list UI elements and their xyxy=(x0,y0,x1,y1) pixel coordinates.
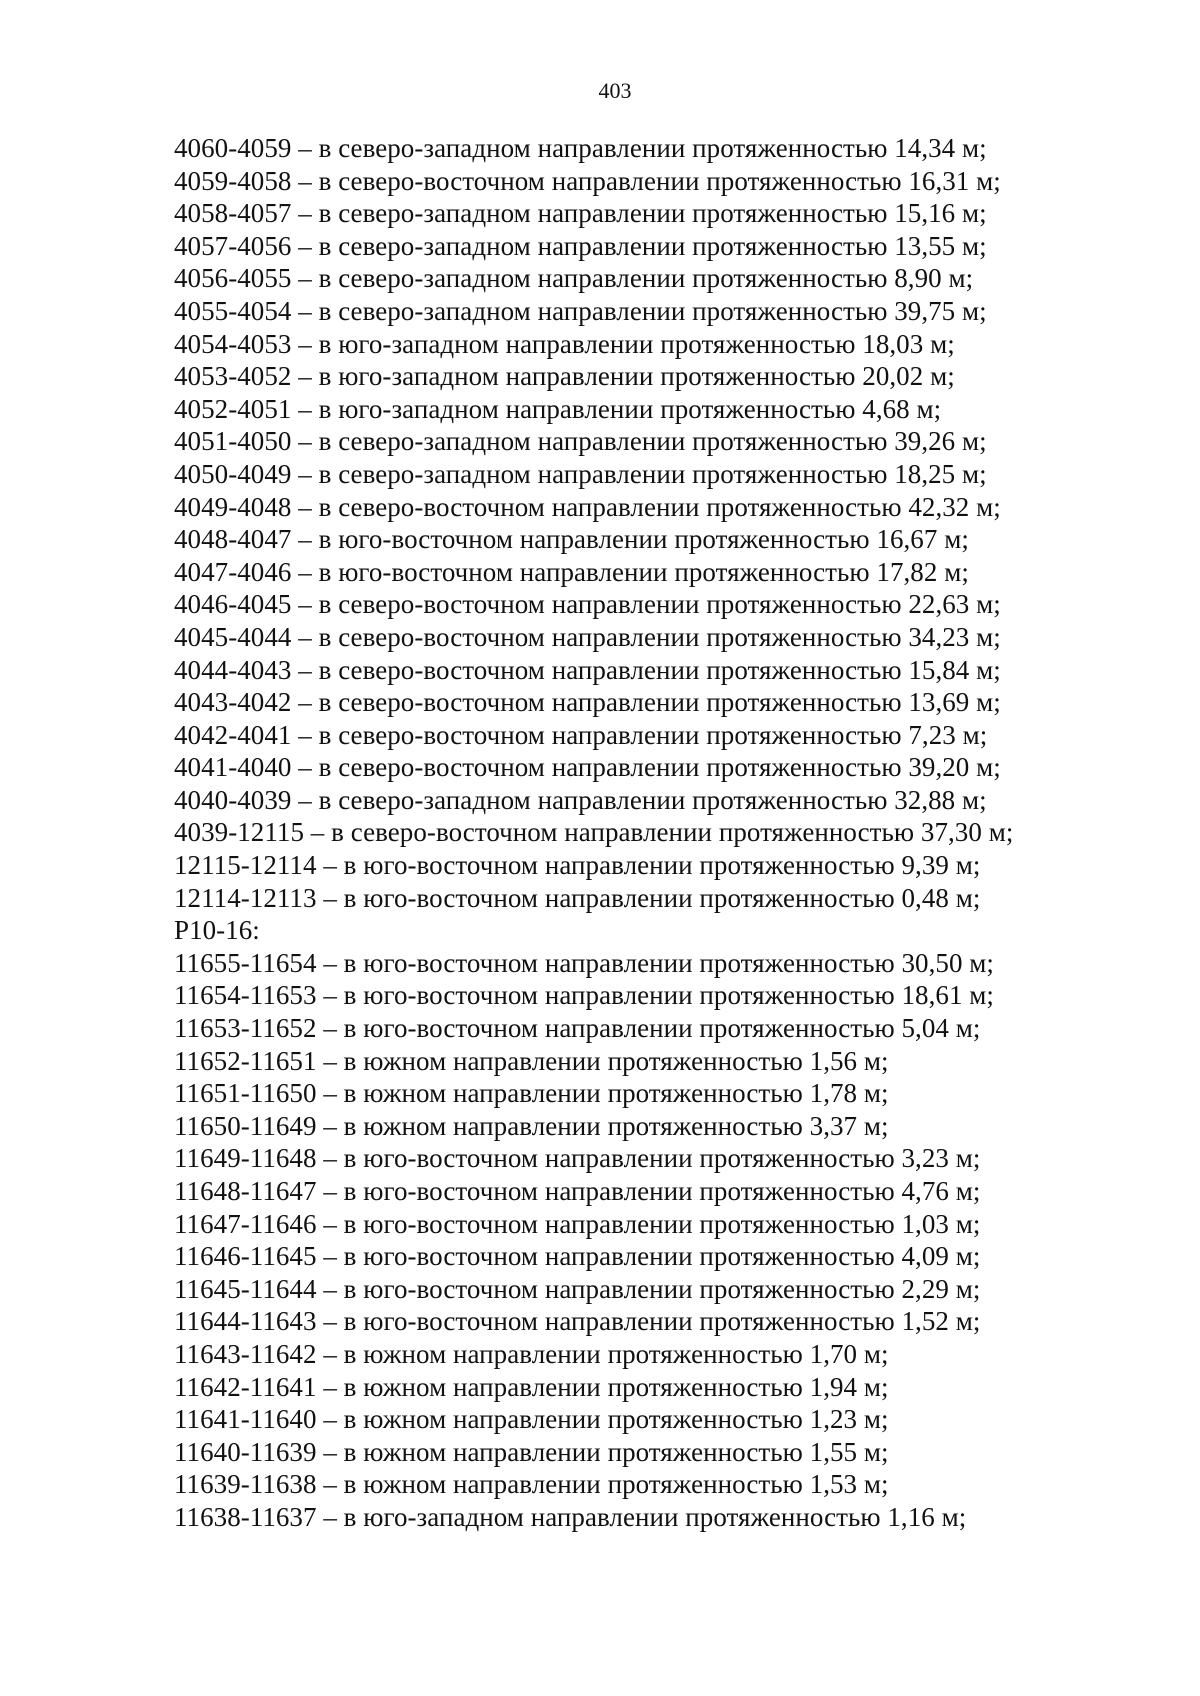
boundary-segment-line: 11638-11637 – в юго-западном направлении протяженностью 1,16 м; xyxy=(174,1501,967,1532)
boundary-segment-line: 4052-4051 – в юго-западном направлении протяженностью 4,68 м; xyxy=(174,393,942,424)
boundary-segment-line: 4045-4044 – в северо-восточном направлении протяженностью 34,23 м; xyxy=(174,621,1001,652)
boundary-segment-line: 4057-4056 – в северо-западном направлении протяженностью 13,55 м; xyxy=(174,230,987,261)
boundary-segment-line: 11653-11652 – в юго-восточном направлении протяженностью 5,04 м; xyxy=(174,1013,981,1044)
boundary-segment-line: 12115-12114 – в юго-восточном направлении протяженностью 9,39 м; xyxy=(174,850,981,881)
boundary-segment-line: 12114-12113 – в юго-восточном направлении протяженностью 0,48 м; xyxy=(174,882,981,913)
boundary-segment-line: 4060-4059 – в северо-западном направлении протяженностью 14,34 м; xyxy=(174,133,987,163)
boundary-segment-line: 11651-11650 – в южном направлении протяженностью 1,78 м; xyxy=(174,1078,889,1109)
boundary-segment-line: 4047-4046 – в юго-восточном направлении протяженностью 17,82 м; xyxy=(174,556,969,587)
boundary-segment-line: 11640-11639 – в южном направлении протяженностью 1,55 м; xyxy=(174,1436,889,1467)
boundary-segment-line: 11641-11640 – в южном направлении протяженностью 1,23 м; xyxy=(174,1404,889,1435)
boundary-segment-line: 11643-11642 – в южном направлении протяженностью 1,70 м; xyxy=(174,1338,889,1369)
boundary-segment-line: 4039-12115 – в северо-восточном направлении протяженностью 37,30 м; xyxy=(174,817,1014,848)
boundary-segment-line: 11639-11638 – в южном направлении протяженностью 1,53 м; xyxy=(174,1469,889,1500)
boundary-segment-line: 4053-4052 – в юго-западном направлении протяженностью 20,02 м; xyxy=(174,361,955,392)
boundary-segment-line: 4046-4045 – в северо-восточном направлении протяженностью 22,63 м; xyxy=(174,589,1001,620)
boundary-segment-line: 4042-4041 – в северо-восточном направлении протяженностью 7,23 м; xyxy=(174,719,988,750)
boundary-segment-line: 4058-4057 – в северо-западном направлении протяженностью 15,16 м; xyxy=(174,198,987,229)
boundary-segment-line: 11652-11651 – в южном направлении протяженностью 1,56 м; xyxy=(174,1045,889,1076)
boundary-description-list xyxy=(174,132,1160,1534)
boundary-segment-line: 4041-4040 – в северо-восточном направлении протяженностью 39,20 м; xyxy=(174,752,1001,783)
boundary-segment-line: 11655-11654 – в юго-восточном направлении протяженностью 30,50 м; xyxy=(174,947,994,978)
boundary-segment-line: Р10-16: xyxy=(174,915,260,946)
boundary-segment-line: 11650-11649 – в южном направлении протяженностью 3,37 м; xyxy=(174,1110,889,1141)
boundary-segment-line: 4059-4058 – в северо-восточном направлении протяженностью 16,31 м; xyxy=(174,165,1001,196)
boundary-segment-line: 11646-11645 – в юго-восточном направлении протяженностью 4,09 м; xyxy=(174,1241,981,1272)
boundary-segment-line: 11647-11646 – в юго-восточном направлении протяженностью 1,03 м; xyxy=(174,1208,981,1239)
boundary-segment-line: 4040-4039 – в северо-западном направлении протяженностью 32,88 м; xyxy=(174,784,987,815)
boundary-segment-line: 11648-11647 – в юго-восточном направлении протяженностью 4,76 м; xyxy=(174,1176,981,1206)
boundary-segment-line: 4044-4043 – в северо-восточном направлении протяженностью 15,84 м; xyxy=(174,654,1001,685)
boundary-segment-line: 11644-11643 – в юго-восточном направлении протяженностью 1,52 м; xyxy=(174,1306,981,1337)
boundary-segment-line: 4051-4050 – в северо-западном направлении протяженностью 39,26 м; xyxy=(174,426,987,457)
boundary-segment-line: 4054-4053 – в юго-западном направлении протяженностью 18,03 м; xyxy=(174,328,955,359)
boundary-segment-line: 11649-11648 – в юго-восточном направлении протяженностью 3,23 м; xyxy=(174,1143,981,1174)
boundary-segment-line: 4050-4049 – в северо-западном направлении протяженностью 18,25 м; xyxy=(174,458,987,489)
boundary-segment-line: 11645-11644 – в юго-восточном направлении протяженностью 2,29 м; xyxy=(174,1273,981,1304)
page-number: 403 xyxy=(598,78,632,103)
boundary-segment-line: 4043-4042 – в северо-восточном направлении протяженностью 13,69 м; xyxy=(174,687,1001,718)
boundary-segment-line: 11654-11653 – в юго-восточном направлении протяженностью 18,61 м; xyxy=(174,980,994,1011)
boundary-segment-line: 4055-4054 – в северо-западном направлении протяженностью 39,75 м; xyxy=(174,295,987,326)
boundary-segment-line: 4049-4048 – в северо-восточном направлении протяженностью 42,32 м; xyxy=(174,491,1001,522)
boundary-segment-line: 4048-4047 – в юго-восточном направлении протяженностью 16,67 м; xyxy=(174,524,969,555)
boundary-segment-line: 11642-11641 – в южном направлении протяженностью 1,94 м; xyxy=(174,1371,889,1402)
boundary-segment-line: 4056-4055 – в северо-западном направлении протяженностью 8,90 м; xyxy=(174,263,974,294)
